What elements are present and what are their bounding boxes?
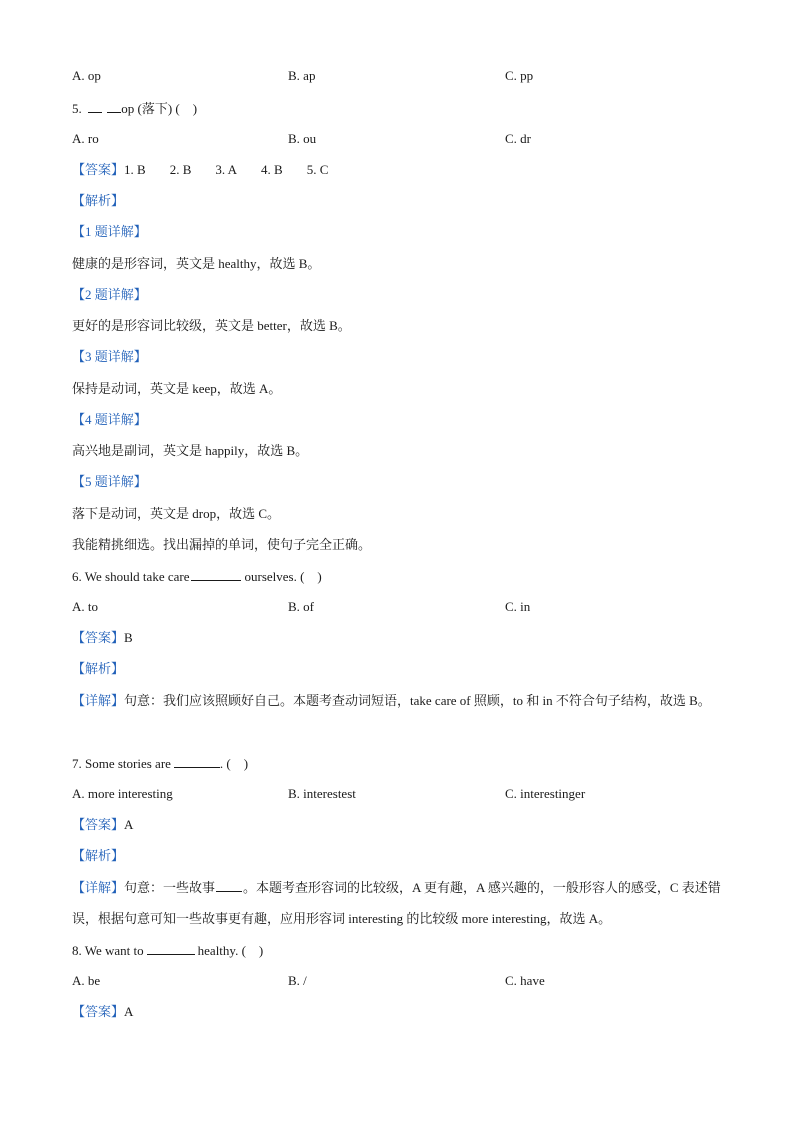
answer-item: 4. B: [261, 162, 283, 177]
q4-options: [72, 66, 722, 86]
q6-stem-pre: 6. We should take care: [72, 569, 190, 584]
q6-stem-post: ourselves. (: [244, 569, 305, 584]
q8-options: [72, 971, 722, 991]
q6-close-paren: ): [317, 569, 322, 584]
detail-4-tag: 【4 题详解】: [72, 412, 147, 427]
detail-2-tag: 【2 题详解】: [72, 287, 147, 302]
q5-option-a: A. ro: [72, 131, 99, 146]
detail-2-text: 更好的是形容词比较级，英文是 better，故选 B。: [72, 318, 351, 333]
q5-blank-2: [107, 98, 121, 113]
detail-1-text: 健康的是形容词，英文是 healthy，故选 B。: [72, 256, 321, 271]
q7-detail: [72, 872, 722, 934]
detail-3-text: 保持是动词，英文是 keep，故选 A。: [72, 381, 282, 396]
answer-item: 3. A: [215, 162, 238, 177]
detail-5-tag: 【5 题详解】: [72, 474, 147, 489]
q4-option-c: C. pp: [505, 68, 534, 83]
q7-stem-pre: 7. Some stories are: [72, 756, 171, 771]
q7-detail-blank: [216, 877, 242, 892]
q6-answer: [72, 628, 133, 648]
q6-detail: [72, 685, 722, 716]
q7-option-b: B. interestest: [288, 786, 356, 801]
q7-options: [72, 784, 722, 804]
q7-option-a: A. more interesting: [72, 786, 173, 801]
q4-option-a: A. op: [72, 68, 101, 83]
q7-analysis-tag: 【解析】: [72, 848, 125, 863]
q7-close-paren: ): [243, 756, 249, 771]
q8-answer: [72, 1002, 133, 1022]
q7-detail-pre: 句意：一些故事: [124, 880, 216, 895]
q7-answer: [72, 815, 133, 835]
detail-4-text: 高兴地是副词，英文是 happily，故选 B。: [72, 443, 309, 458]
q8-stem: [72, 940, 263, 960]
q6-option-b: B. of: [288, 599, 314, 614]
detail-5-text: 落下是动词，英文是 drop，故选 C。: [72, 506, 281, 521]
q8-option-b: B. /: [288, 973, 307, 988]
answer-tag: 【答案】: [72, 162, 125, 177]
q7-stem-post: . (: [219, 756, 231, 771]
q6-analysis-tag: 【解析】: [72, 661, 125, 676]
q7-blank: [174, 753, 220, 768]
q5-number: 5.: [72, 101, 82, 116]
q6-options: [72, 597, 722, 617]
q6-detail-tag: 【详解】: [72, 693, 125, 708]
q8-answer-tag: 【答案】: [72, 1004, 125, 1019]
q6-stem: [72, 566, 322, 586]
q6-option-c: C. in: [505, 599, 531, 614]
q7-answer-value: A: [124, 817, 134, 832]
q8-close-paren: ): [258, 943, 264, 958]
q5-blank-1: [88, 98, 102, 113]
q4-option-b: B. ap: [288, 68, 316, 83]
answer-item: 5. C: [306, 162, 329, 177]
q5-stem: [72, 98, 197, 118]
detail-1-tag: 【1 题详解】: [72, 224, 147, 239]
q7-answer-tag: 【答案】: [72, 817, 125, 832]
q5-close-paren: ): [192, 101, 198, 116]
q7-option-c: C. interestinger: [505, 786, 586, 801]
analysis-tag: 【解析】: [72, 193, 125, 208]
q6-answer-value: B: [124, 630, 133, 645]
q6-detail-text: 句意：我们应该照顾好自己。本题考查动词短语，take care of 照顾，to 和 in 不符合句子结构，故选 B。: [124, 693, 711, 708]
q8-stem-post: healthy. (: [197, 943, 246, 958]
q6-option-a: A. to: [72, 599, 98, 614]
q8-answer-value: A: [124, 1004, 134, 1019]
answer-block-1: [72, 160, 352, 180]
q5-options: [72, 129, 722, 149]
q8-option-a: A. be: [72, 973, 101, 988]
q8-blank: [147, 940, 195, 955]
q8-stem-pre: 8. We want to: [72, 943, 144, 958]
answer-item: 1. B: [124, 162, 146, 177]
q5-stem-text: op (落下) (: [121, 101, 180, 116]
q7-detail-tag: 【详解】: [72, 880, 125, 895]
q5-option-b: B. ou: [288, 131, 317, 146]
q6-answer-tag: 【答案】: [72, 630, 125, 645]
detail-3-tag: 【3 题详解】: [72, 349, 147, 364]
answer-item: 2. B: [169, 162, 192, 177]
q7-stem: [72, 753, 248, 773]
q7-detail-post: 。本题考查形容词的比较级，A 更有趣，A 感兴趣的，一般形容人的感受，C 表述错误，根据句意可知一些故事更有趣，应用形容词 interesting 的比较级 more interesting，故选 A。: [72, 880, 721, 926]
q5-option-c: C. dr: [505, 131, 531, 146]
q6-blank: [191, 566, 241, 581]
section-instruction: 我能精挑细选。找出漏掉的单词，使句子完全正确。: [72, 537, 372, 552]
q8-option-c: C. have: [505, 973, 545, 988]
